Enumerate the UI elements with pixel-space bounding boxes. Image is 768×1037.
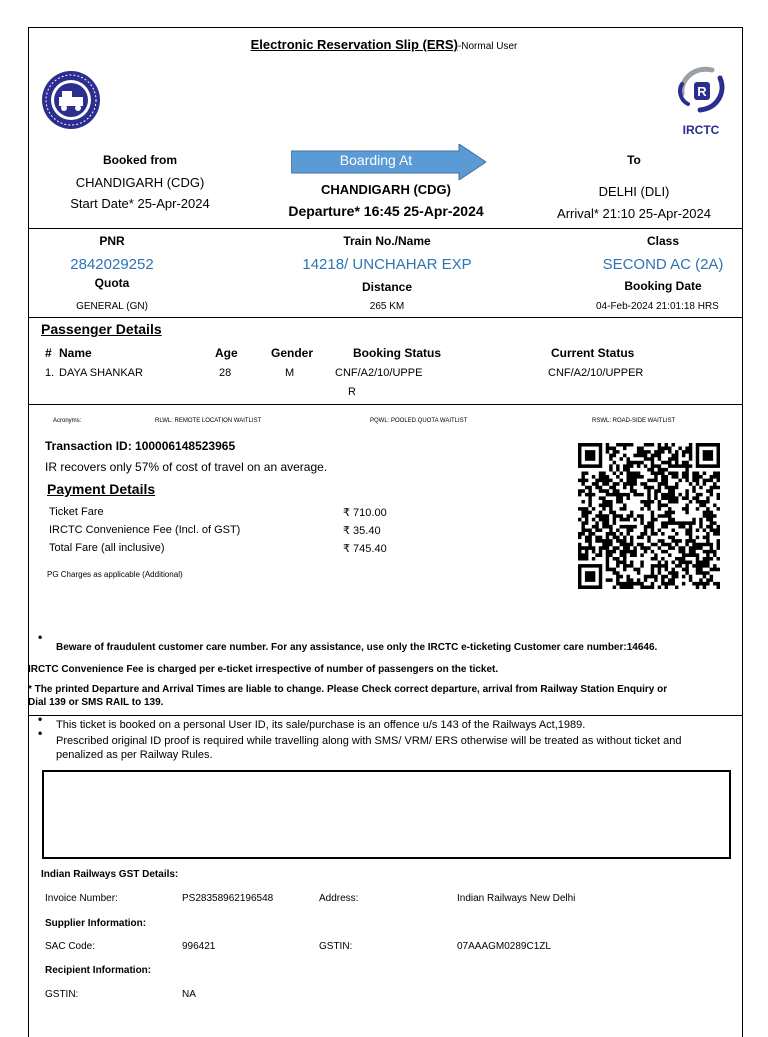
to-label: To [627,153,641,167]
passenger-age: 28 [219,367,232,379]
class-value: SECOND AC (2A) [602,256,724,273]
recipient-gstin-label: GSTIN: [45,989,79,1000]
quota-value: GENERAL (GN) [76,301,148,312]
acronym-rlwl: RLWL: REMOTE LOCATION WAITLIST [155,418,262,424]
passenger-gender: M [285,367,295,379]
qr-finder-pattern [578,564,602,589]
page-title: Electronic Reservation Slip (ERS)-Normal User [250,37,518,52]
convenience-fee-amount: ₹ 35.40 [343,525,381,537]
pnr-label: PNR [99,234,125,248]
distance-value: 265 KM [369,301,405,312]
invoice-label: Invoice Number: [45,893,118,904]
gstin-value: 07AAAGM0289C1ZL [457,941,551,952]
qr-finder-pattern [696,443,720,468]
address-value: Indian Railways New Delhi [457,893,576,904]
id-proof-notice-line2: penalized as per Railway Rules. [56,749,213,761]
payment-details-heading: Payment Details [47,481,156,497]
class-label: Class [646,234,680,248]
train-label: Train No./Name [343,234,431,248]
passenger-booking-status-wrap: R [348,386,356,398]
acronym-pqwl: PQWL: POOLED QUOTA WAITLIST [370,418,468,424]
supplier-heading: Supplier Information: [45,918,147,929]
pnr-value: 2842029252 [70,256,154,273]
qr-finder-pattern [578,443,602,468]
indian-railways-logo [40,69,102,136]
booking-date-value: 04-Feb-2024 21:01:18 HRS [596,301,719,312]
col-gender: Gender [271,346,314,360]
col-num: # [45,346,52,360]
bullet-icon: • [38,712,43,726]
start-date: Start Date* 25-Apr-2024 [70,196,210,211]
ticket-fare-amount: ₹ 710.00 [343,507,387,519]
acronyms-label: Acronyms: [53,418,82,424]
booking-date-label: Booking Date [624,279,702,293]
svg-text:R: R [697,84,707,99]
passenger-name: DAYA SHANKAR [59,367,143,379]
booked-from-station: CHANDIGARH (CDG) [75,175,205,190]
divider [28,228,743,229]
quota-label: Quota [94,276,130,290]
transaction-id: Transaction ID: 100006148523965 [45,439,236,453]
divider [28,404,743,405]
passenger-details-heading: Passenger Details [41,321,162,337]
irctc-logo: R IRCTC [670,60,732,136]
recipient-gstin-value: NA [182,989,196,1000]
booked-from-label: Booked from [102,153,177,167]
cost-recovery-note: IR recovers only 57% of cost of travel on an average. [45,460,328,474]
convenience-fee-label: IRCTC Convenience Fee (Incl. of GST) [49,524,241,536]
bullet-icon: • [38,630,43,644]
times-notice-line2: Dial 139 or SMS RAIL to 139. [28,697,164,708]
fraud-notice: Beware of fraudulent customer care number. For any assistance, use only the IRCTC e-ticketing Customer care number:14646. [56,642,658,653]
passenger-num: 1. [45,367,55,379]
boarding-at-label: Boarding At [339,152,413,168]
ticket-fare-label: Ticket Fare [49,506,104,518]
qr-code [578,443,720,589]
departure-time: Departure* 16:45 25-Apr-2024 [288,203,484,219]
to-station: DELHI (DLI) [598,184,670,199]
times-notice-line1: * The printed Departure and Arrival Times are liable to change. Please Check correct departure, arrival from Railway Station Enquiry or [28,684,668,695]
address-label: Address: [319,893,359,904]
train-value: 14218/ UNCHAHAR EXP [302,256,472,273]
sac-value: 996421 [182,941,216,952]
bullet-icon: • [38,726,43,740]
invoice-value: PS28358962196548 [182,893,274,904]
col-name: Name [59,346,92,360]
passenger-current-status: CNF/A2/10/UPPER [548,367,644,379]
divider [28,715,743,716]
passenger-booking-status: CNF/A2/10/UPPE [335,367,423,379]
total-fare-label: Total Fare (all inclusive) [49,542,165,554]
acronym-rswl: RSWL: ROAD-SIDE WAITLIST [592,418,676,424]
blank-box [42,770,731,859]
convenience-fee-notice: IRCTC Convenience Fee is charged per e-ticket irrespective of number of passengers on the ticket. [28,664,499,675]
gst-heading: Indian Railways GST Details: [41,869,179,880]
arrival-time: Arrival* 21:10 25-Apr-2024 [557,206,711,221]
id-proof-notice-line1: Prescribed original ID proof is required while travelling along with SMS/ VRM/ ERS otherwise will be treated as without ticket and [56,735,682,747]
divider [28,317,743,318]
boarding-station: CHANDIGARH (CDG) [321,182,451,197]
gstin-label: GSTIN: [319,941,353,952]
distance-label: Distance [361,280,413,294]
pg-charges-note: PG Charges as applicable (Additional) [47,570,183,579]
col-age: Age [215,346,238,360]
recipient-heading: Recipient Information: [45,965,152,976]
col-booking-status: Booking Status [353,346,442,360]
sac-label: SAC Code: [45,941,96,952]
total-fare-amount: ₹ 745.40 [343,543,387,555]
col-current-status: Current Status [551,346,635,360]
personal-id-notice: This ticket is booked on a personal User ID, its sale/purchase is an offence u/s 143 of the Railways Act,1989. [56,719,586,731]
